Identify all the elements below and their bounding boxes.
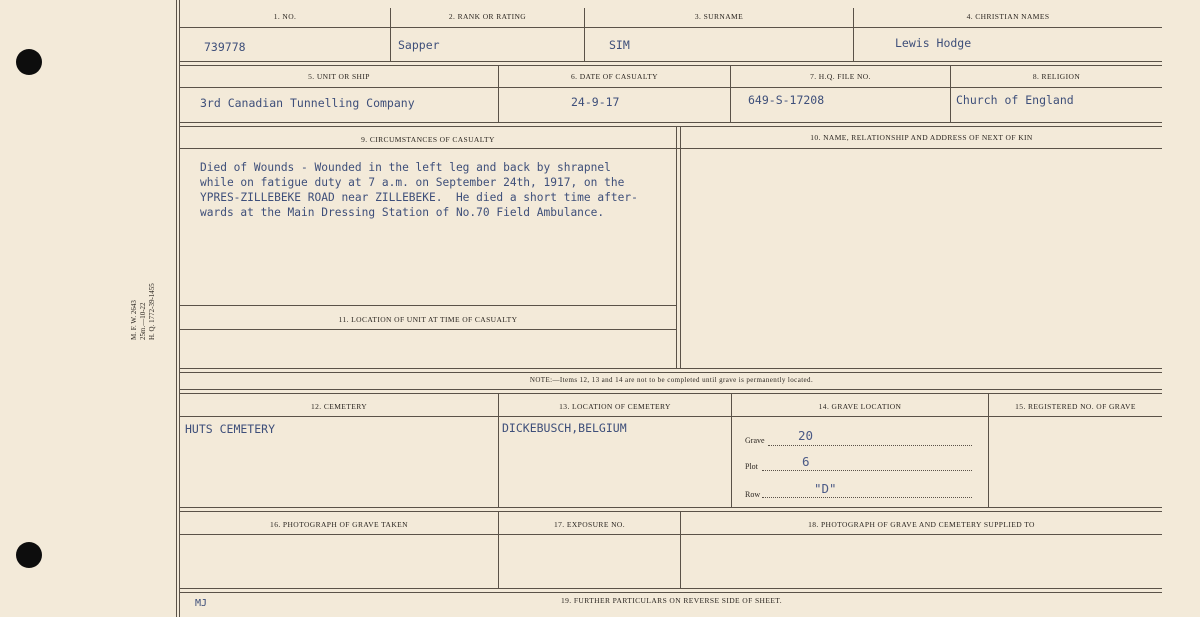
date-value: 24-9-17	[571, 95, 620, 109]
cemetery-location-value: DICKEBUSCH,BELGIUM	[502, 421, 627, 435]
punch-hole-top	[16, 49, 42, 75]
header-unit: 5. UNIT OR SHIP	[308, 72, 370, 81]
grave-value: 20	[798, 428, 814, 443]
circumstances-text	[200, 160, 720, 220]
header-no: 1. NO.	[273, 12, 297, 21]
form-code-line: 25m.—10-22	[139, 302, 147, 340]
hq-file-value: 649-S-17208	[748, 93, 825, 107]
header-rank: 2. RANK OR RATING	[448, 12, 527, 21]
header-photo-supplied: 18. PHOTOGRAPH OF GRAVE AND CEMETERY SUPPLIED TO	[808, 520, 1035, 529]
clerk-initials: MJ	[195, 598, 208, 609]
header-registered-no: 15. REGISTERED NO. OF GRAVE	[1015, 402, 1136, 411]
religion-value: Church of England	[956, 93, 1074, 107]
header-photo-taken: 16. PHOTOGRAPH OF GRAVE TAKEN	[270, 520, 408, 529]
header-cemetery: 12. CEMETERY	[310, 402, 368, 411]
header-location-of-unit: 11. LOCATION OF UNIT AT TIME OF CASUALTY	[338, 315, 518, 324]
form-code-line: H. Q. 1772-39-1455	[148, 283, 156, 340]
row-label: Row	[745, 490, 761, 499]
christian-names-value: Lewis Hodge	[895, 36, 972, 50]
grave-label: Grave	[745, 436, 765, 445]
surname-value: SIM	[609, 38, 630, 52]
unit-value: 3rd Canadian Tunnelling Company	[200, 96, 415, 110]
header-religion: 8. RELIGION	[1032, 72, 1081, 81]
note-text: NOTE:—Items 12, 13 and 14 are not to be completed until grave is permanently located.	[529, 376, 814, 384]
circumstances-line: YPRES-ZILLEBEKE ROAD near ZILLEBEKE. He died a short time after-	[200, 191, 638, 204]
circumstances-line: Died of Wounds - Wounded in the left leg and back by shrapnel	[200, 161, 611, 174]
service-number: 739778	[204, 40, 246, 54]
header-location-of-cemetery: 13. LOCATION OF CEMETERY	[559, 402, 671, 411]
header-next-of-kin: 10. NAME, RELATIONSHIP AND ADDRESS OF NEXT OF KIN	[810, 133, 1033, 142]
form-code-line: M. F. W. 2643	[130, 300, 138, 340]
header-surname: 3. SURNAME	[694, 12, 744, 21]
circumstances-line: wards at the Main Dressing Station of No.70 Field Ambulance.	[200, 206, 605, 219]
header-exposure-no: 17. EXPOSURE NO.	[554, 520, 625, 529]
row-value: "D"	[814, 481, 837, 496]
plot-label: Plot	[745, 462, 758, 471]
plot-value: 6	[802, 454, 810, 469]
punch-hole-bottom	[16, 542, 42, 568]
form-code	[130, 283, 157, 340]
header-hq-file: 7. H.Q. FILE NO.	[810, 72, 871, 81]
further-particulars: 19. FURTHER PARTICULARS ON REVERSE SIDE OF SHEET.	[560, 596, 782, 605]
cemetery-value: HUTS CEMETERY	[185, 422, 276, 436]
rank-value: Sapper	[398, 38, 440, 52]
header-date: 6. DATE OF CASUALTY	[571, 72, 658, 81]
circumstances-line: while on fatigue duty at 7 a.m. on September 24th, 1917, on the	[200, 176, 625, 189]
header-grave-location: 14. GRAVE LOCATION	[818, 402, 902, 411]
header-christian-names: 4. CHRISTIAN NAMES	[966, 12, 1050, 21]
header-circumstances: 9. CIRCUMSTANCES OF CASUALTY	[361, 135, 495, 144]
